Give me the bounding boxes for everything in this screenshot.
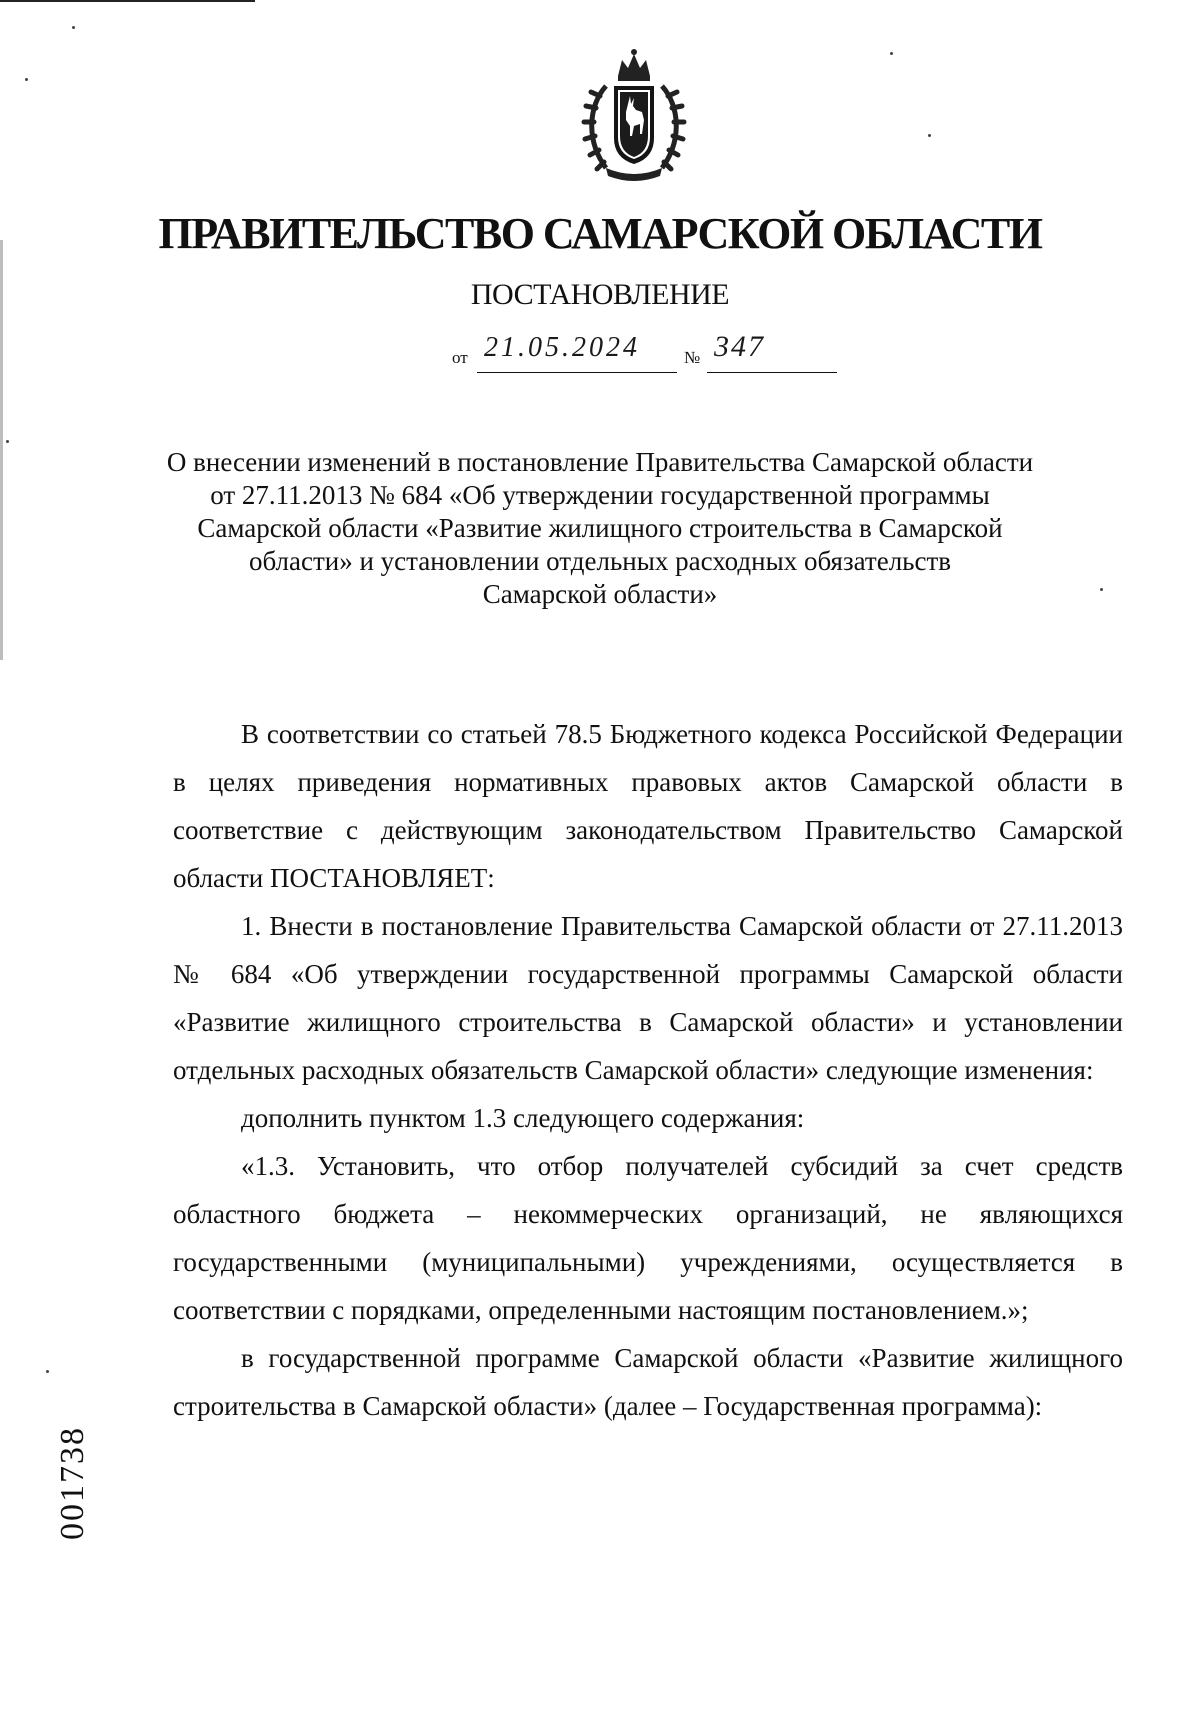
document-subject [150, 446, 1050, 611]
scan-speck [928, 134, 931, 137]
body-paragraph: «1.3. Установить, что отбор получателей субсидий за счет средств областного бюджета – некоммерческих организаций, не являющихся государственными (муниципальными) учреждениями, осуществляется в соответствии с порядками, определенными настоящим постановлением.»; [173, 1151, 1123, 1325]
body-paragraph: в государственной программе Самарской области «Развитие жилищного строительства в Самарской области» (далее – Государственная программа): [173, 1343, 1123, 1421]
scan-speck [46, 1370, 49, 1373]
subject-line: от 27.11.2013 № 684 «Об утверждении государственной программы [210, 480, 990, 510]
samara-coat-of-arms-icon [576, 46, 692, 182]
scan-speck [72, 26, 75, 29]
subject-line: Самарской области» [482, 579, 718, 609]
date-underline [477, 372, 677, 373]
top-edge-line [0, 0, 255, 2]
scan-speck [890, 52, 893, 55]
document-type: ПОСТАНОВЛЕНИЕ [470, 278, 730, 311]
organization-title: ПРАВИТЕЛЬСТВО САМАРСКОЙ ОБЛАСТИ [158, 209, 1042, 258]
scan-speck [6, 440, 9, 443]
scan-speck [1100, 588, 1103, 591]
body-paragraph: дополнить пунктом 1.3 следующего содержания: [241, 1103, 805, 1133]
body-paragraph: В соответствии со статьей 78.5 Бюджетного кодекса Российской Федерации в целях приведения нормативных правовых актов Самарской области в соответствие с действующим законодательством Правительство Самарской области ПОСТАНОВЛЯЕТ: [173, 719, 1123, 893]
date-prefix: от [452, 348, 468, 367]
date-number-line [0, 328, 1200, 378]
number-prefix: № [684, 348, 701, 367]
subject-line: О внесении изменений в постановление Правительства Самарской области [166, 447, 1034, 477]
scan-speck [25, 78, 28, 81]
registration-number: 001738 [54, 1426, 91, 1540]
handwritten-date: 21.05.2024 [484, 332, 640, 363]
body-paragraph: 1. Внести в постановление Правительства Самарской области от 27.11.2013 № 684 «Об утверждении государственной программы Самарской области «Развитие жилищного строительства в Самарской области» и установлении отдельных расходных обязательств Самарской области» следующие изменения: [173, 911, 1123, 1085]
subject-line: области» и установлении отдельных расходных обязательств [248, 546, 952, 576]
number-underline [707, 372, 837, 373]
subject-line: Самарской области «Развитие жилищного строительства в Самарской [197, 513, 1003, 543]
document-body [173, 710, 1123, 1430]
handwritten-number: 347 [714, 330, 765, 363]
